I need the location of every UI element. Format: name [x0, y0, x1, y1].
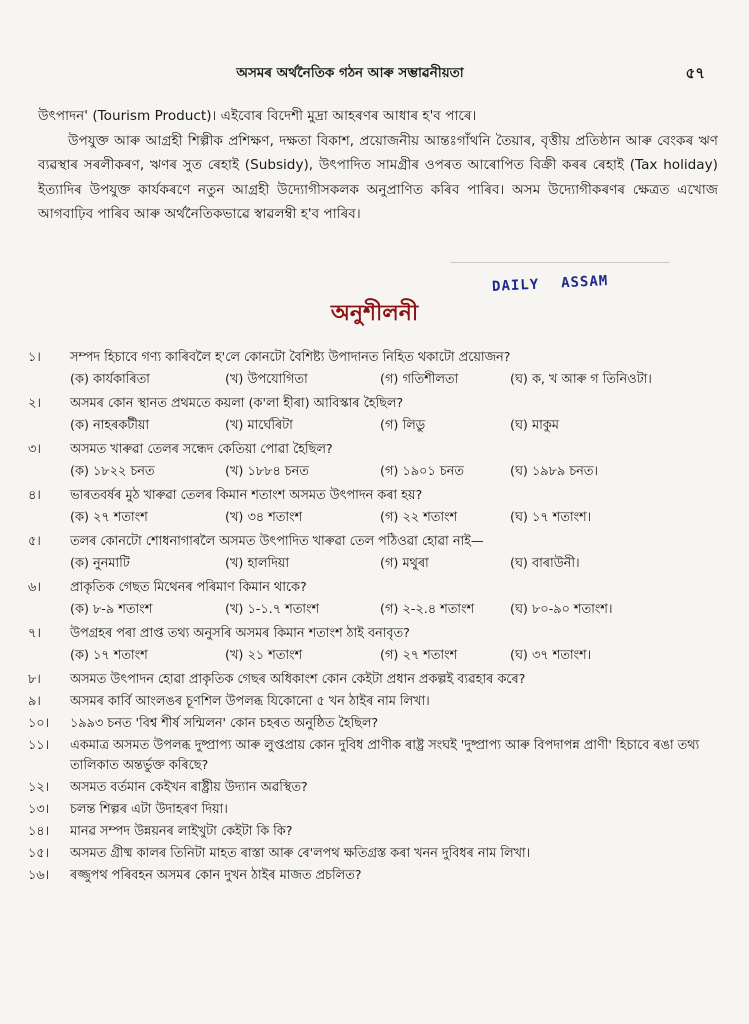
- answer-option: (খ) হালদিয়া: [225, 556, 290, 571]
- exercise-list: [28, 348, 728, 888]
- answer-option: (খ) ১-১.৭ শতাংশ: [225, 602, 320, 617]
- question-options: [70, 508, 728, 528]
- answer-option: (ক) ১৭ শতাংশ: [70, 648, 148, 663]
- answer-option: (খ) উপযোগিতা: [225, 372, 308, 387]
- question-item: [28, 440, 728, 460]
- answer-option: (খ) মাৰ্ঘেৰিটা: [225, 418, 293, 433]
- answer-option: (খ) ৩৪ শতাংশ: [225, 510, 303, 525]
- question-text: চলন্ত শিল্পৰ এটা উদাহৰণ দিয়া।: [70, 802, 228, 817]
- question-item: [28, 822, 728, 842]
- question-text: অসমত বৰ্তমান কেইখন ৰাষ্ট্ৰীয় উদ্যান অৱস্থিত?: [70, 780, 308, 795]
- answer-option: (ক) ২৭ শতাংশ: [70, 510, 148, 525]
- answer-option: (ক) ৮-৯ শতাংশ: [70, 602, 153, 617]
- question-item: [28, 624, 728, 644]
- answer-option: (ক) কাৰ্যকাৰিতা: [70, 372, 150, 387]
- question-item: [28, 844, 728, 864]
- answer-option: (গ) ২-২.৪ শতাংশ: [380, 602, 475, 617]
- question-text: মানৱ সম্পদ উন্নয়নৰ লাইখুটা কেইটা কি কি?: [70, 824, 293, 839]
- question-text: ১৯৯৩ চনত 'বিশ্ব শীৰ্ষ সন্মিলন' কোন চহৰত অনুষ্ঠিত হৈছিল?: [70, 716, 379, 731]
- question-text: তলৰ কোনটো শোধনাগাৰলৈ অসমত উৎপাদিত খাৰুৱা তেল পঠিওৱা হোৱা নাই—: [70, 534, 484, 549]
- answer-option: (ঘ) ১৭ শতাংশ।: [510, 510, 592, 525]
- answer-option: (গ) মথুৰা: [380, 556, 429, 571]
- question-number: ১৫।: [28, 846, 50, 861]
- question-item: [28, 692, 728, 712]
- question-options: [70, 600, 728, 620]
- question-item: [28, 394, 728, 414]
- daily-assam-stamp: [492, 273, 609, 295]
- question-number: ১০।: [28, 716, 50, 731]
- question-text: ভাৰতবৰ্ষৰ মুঠ খাৰুৱা তেলৰ কিমান শতাংশ অসমত উৎপাদন কৰা হয়?: [70, 488, 423, 503]
- question-item: [28, 670, 728, 690]
- question-number: ২।: [28, 396, 41, 411]
- stamp-rule: [450, 262, 670, 263]
- question-number: ১।: [28, 350, 41, 365]
- page-header: [150, 62, 713, 86]
- question-number: ১২।: [28, 780, 50, 795]
- question-options: [70, 462, 728, 482]
- question-item: [28, 736, 728, 776]
- question-number: ১১।: [28, 738, 50, 753]
- question-item: [28, 714, 728, 734]
- question-text: উপগ্ৰহৰ পৰা প্ৰাপ্ত তথ্য অনুসৰি অসমৰ কিমান শতাংশ ঠাই বনাবৃত?: [70, 626, 410, 641]
- question-number: ৮।: [28, 672, 41, 687]
- question-number: ৩।: [28, 442, 41, 457]
- question-options: [70, 646, 728, 666]
- question-text: অসমত উৎপাদন হোৱা প্ৰাকৃতিক গেছৰ অধিকাংশ কোন কেইটা প্ৰধান প্ৰকল্পই ব্যৱহাৰ কৰে?: [70, 672, 526, 687]
- answer-option: (ক) নাহৰকটীয়া: [70, 418, 150, 433]
- question-number: ৯।: [28, 694, 41, 709]
- question-text: অসমৰ কাৰ্বি আংলঙৰ চূণশিল উপলব্ধ যিকোনো ৫ খন ঠাইৰ নাম লিখা।: [70, 694, 430, 709]
- section-title: অনুশীলনী: [330, 301, 419, 326]
- question-text: ৰজ্জুপথ পৰিবহন অসমৰ কোন দুখন ঠাইৰ মাজত প্ৰচলিত?: [70, 868, 362, 883]
- answer-option: (ঘ) ৮০-৯০ শতাংশ।: [510, 602, 613, 617]
- question-text: একমাত্ৰ অসমত উপলব্ধ দুষ্প্ৰাপ্য আৰু লুপ্তপ্ৰায় কোন দুবিধ প্ৰাণীক ৰাষ্ট্ৰ সংঘই 'দুষ্প্ৰাপ্য আৰু বিপদাপন্ন প্ৰাণী' হিচাবে ৰঙা তথ্য তালিকাত অন্তৰ্ভুক্ত কৰিছে?: [70, 738, 700, 773]
- question-text: প্ৰাকৃতিক গেছত মিথেনৰ পৰিমাণ কিমান থাকে?: [70, 580, 307, 595]
- answer-option: (ঘ) ক, খ আৰু গ তিনিওটা।: [510, 372, 652, 387]
- question-number: ৬।: [28, 580, 41, 595]
- question-number: ৪।: [28, 488, 41, 503]
- question-item: [28, 578, 728, 598]
- question-number: ১৬।: [28, 868, 50, 883]
- question-options: [70, 416, 728, 436]
- intro-body: উপযুক্ত আৰু আগ্ৰহী শিল্পীক প্ৰশিক্ষণ, দক্ষতা বিকাশ, প্ৰয়োজনীয় আন্তঃগাঁথনি তৈয়াৰ, বৃত্তীয় প্ৰতিষ্ঠান আৰু বেংকৰ ঋণ ব্যৱস্থাৰ সৰলীকৰণ, ঋণৰ সুত ৰেহাই (Subsidy), উৎপাদিত সামগ্ৰীৰ ওপৰত আৰোপিত বিক্ৰী কৰৰ ৰেহাই (Tax holiday) ইত্যাদিৰ উপযুক্ত কাৰ্যকৰণে নতুন আগ্ৰহী উদ্যোগীসকলক অনুপ্ৰাণিত কৰিব পাৰিব। অসম উদ্যোগীকৰণৰ ক্ষেত্ৰত এখোজ আগবাঢ়িব পাৰিব আৰু অৰ্থনৈতিকভাৱে স্বাৱলম্বী হ'ব পাৰিব।: [38, 132, 718, 222]
- answer-option: (ক) নুনমাটি: [70, 556, 130, 571]
- answer-option: (গ) ১৯০১ চনত: [380, 464, 464, 479]
- answer-option: (ঘ) ৩৭ শতাংশ।: [510, 648, 592, 663]
- page-number: ৫৭: [685, 64, 705, 82]
- stamp-word-2: ASSAM: [560, 272, 609, 292]
- question-number: ৫।: [28, 534, 41, 549]
- answer-option: (ঘ) মাকুম: [510, 418, 559, 433]
- answer-option: (ঘ) বাৰাউনী।: [510, 556, 580, 571]
- answer-option: (গ) ২৭ শতাংশ: [380, 648, 458, 663]
- question-item: [28, 348, 728, 368]
- question-text: সম্পদ হিচাবে গণ্য কাৰিবলৈ হ'লে কোনটো বৈশিষ্ট্য উপাদানত নিহিত থকাটো প্ৰয়োজন?: [70, 350, 511, 365]
- question-item: [28, 800, 728, 820]
- question-text: অসমত গ্ৰীষ্ম কালৰ তিনিটা মাহত ৰাস্তা আৰু ৰে'লপথ ক্ষতিগ্ৰস্ত কৰা খনন দুবিধৰ নাম লিখা।: [70, 846, 531, 861]
- answer-option: (গ) লিডু: [380, 418, 426, 433]
- answer-option: (খ) ১৮৮৪ চনত: [225, 464, 309, 479]
- question-options: [70, 370, 728, 390]
- question-item: [28, 866, 728, 886]
- question-item: [28, 532, 728, 552]
- question-text: অসমৰ কোন স্থানত প্ৰথমতে কয়লা (ক'লা হীৰা) আবিস্কাৰ হৈছিল?: [70, 396, 404, 411]
- intro-paragraph: [38, 104, 718, 227]
- answer-option: (খ) ২১ শতাংশ: [225, 648, 303, 663]
- answer-option: (ক) ১৮২২ চনত: [70, 464, 155, 479]
- answer-option: (গ) ২২ শতাংশ: [380, 510, 458, 525]
- intro-line: উৎপাদন' (Tourism Product)। এইবোৰ বিদেশী মুদ্ৰা আহৰণৰ আধাৰ হ'ব পাৰে।: [38, 108, 477, 124]
- question-text: অসমত খাৰুৱা তেলৰ সন্ধেদ কেতিয়া পোৱা হৈছিল?: [70, 442, 333, 457]
- question-item: [28, 778, 728, 798]
- stamp-word-1: DAILY: [491, 276, 540, 296]
- answer-option: (গ) গতিশীলতা: [380, 372, 459, 387]
- question-item: [28, 486, 728, 506]
- question-number: ৭।: [28, 626, 41, 641]
- page-header-title: অসমৰ অৰ্থনৈতিক গঠন আৰু সম্ভাৱনীয়তা: [236, 65, 464, 81]
- answer-option: (ঘ) ১৯৮৯ চনত।: [510, 464, 598, 479]
- question-number: ১৩।: [28, 802, 50, 817]
- question-number: ১৪।: [28, 824, 50, 839]
- question-options: [70, 554, 728, 574]
